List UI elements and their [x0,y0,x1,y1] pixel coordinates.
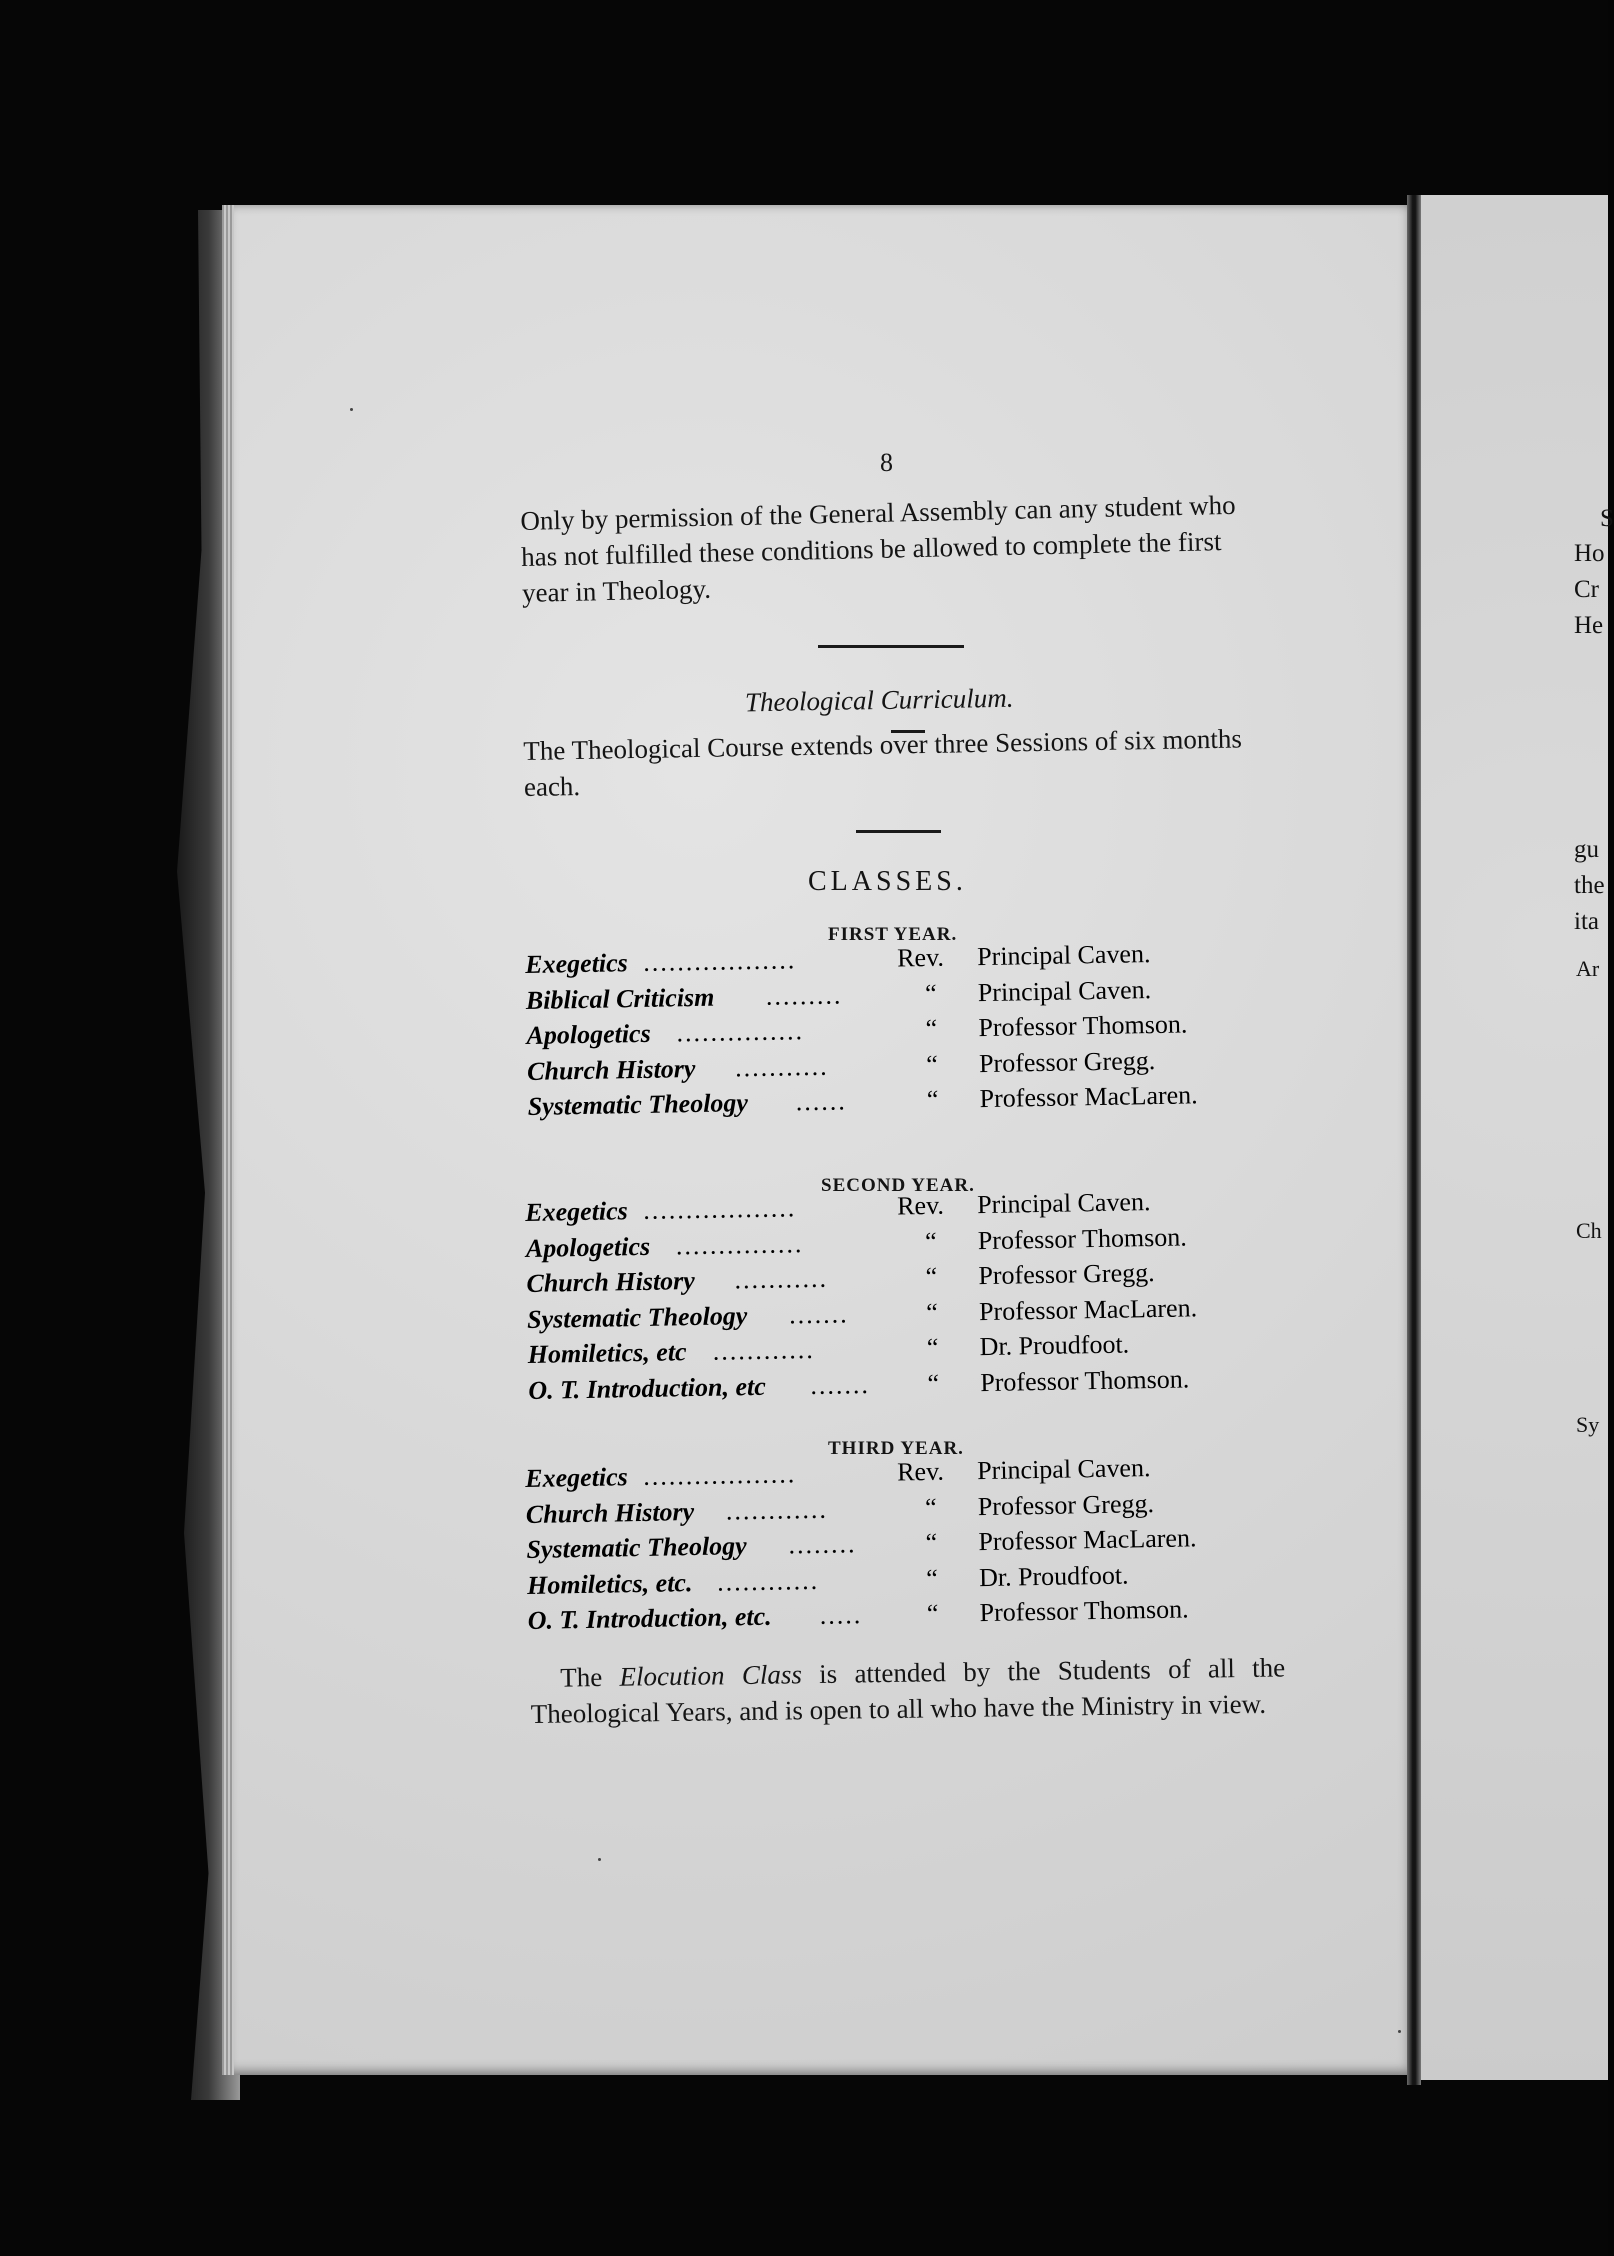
course-subject: Church History [526,1266,696,1298]
course-instructor: Principal Caven. [977,974,1152,1007]
course-subject: Exegetics [525,948,629,979]
facing-page-fragment: gu [1574,836,1599,863]
facing-page-fragment: the [1574,872,1605,899]
course-prefix: “ [925,1013,938,1044]
leader-dots: ............ [725,1494,829,1525]
year-label-second: SECOND YEAR. [821,1175,975,1196]
curriculum-heading: Theological Curriculum. [744,682,1014,718]
facing-page-fragment: S [1600,505,1614,532]
third-year-course-list [525,1451,1268,1641]
course-prefix: “ [924,978,937,1008]
leader-dots: ...... [795,1086,847,1117]
page-number: 8 [880,448,893,477]
course-subject: Systematic Theology [527,1088,749,1121]
course-prefix: “ [926,1332,939,1363]
leader-dots: .................. [642,1459,797,1491]
course-instructor: Dr. Proudfoot. [978,1559,1129,1592]
course-instructor: Dr. Proudfoot. [979,1329,1130,1362]
leader-dots: ........... [734,1051,829,1082]
course-prefix: “ [926,1563,939,1593]
leader-dots: ........... [734,1263,829,1295]
course-subject: Apologetics [526,1018,651,1050]
course-instructor: Professor Thomson. [980,1363,1190,1397]
facing-page-fragment: Cr [1574,576,1599,603]
leader-dots: ..... [819,1600,863,1630]
course-instructor: Professor Gregg. [978,1045,1156,1078]
leader-dots: ............... [675,1228,804,1260]
leader-dots: .................. [642,945,797,977]
course-subject: Systematic Theology [526,1300,748,1334]
leader-dots: .................. [642,1193,797,1225]
course-subject: Church History [525,1496,695,1529]
course-prefix: “ [926,1297,939,1327]
book-gutter [1407,195,1421,2085]
course-subject: Homiletics, etc. [526,1567,693,1600]
course-prefix: “ [927,1368,940,1398]
leader-dots: ....... [788,1298,849,1329]
course-instructor: Professor MacLaren. [979,1080,1198,1114]
dust-speck [598,1858,601,1861]
elocution-paragraph [530,1649,1286,1732]
leader-dots: ............ [716,1565,820,1597]
classes-title: CLASSES. [808,866,967,897]
leader-dots: ......... [765,979,843,1011]
course-instructor: Principal Caven. [976,939,1151,972]
elocution-class-name: Elocution Class [619,1659,803,1692]
course-instructor: Professor Thomson. [979,1594,1189,1628]
course-subject: Exegetics [525,1196,629,1227]
course-prefix: “ [925,1527,938,1558]
second-year-course-list [525,1185,1269,1411]
course-prefix: Rev. [896,1190,945,1221]
first-year-course-list [525,937,1268,1127]
course-prefix: Rev. [896,1456,945,1487]
course-prefix: “ [925,1261,938,1292]
facing-page-fragment: Ch [1576,1218,1602,1243]
section-divider [818,645,964,648]
year-label-first: FIRST YEAR. [828,924,958,945]
course-prefix: “ [924,1492,937,1522]
course-subject: Apologetics [525,1231,651,1263]
curriculum-paragraph: The Theological Course extends over three Sessions of six months each. [523,723,1243,802]
course-subject: O. T. Introduction, etc [528,1371,766,1405]
course-subject: Exegetics [525,1462,629,1493]
course-prefix: “ [926,1084,939,1115]
course-prefix: Rev. [896,942,945,973]
section-divider [856,830,941,833]
course-prefix: “ [926,1049,939,1079]
course-subject: O. T. Introduction, etc. [527,1601,772,1635]
course-instructor: Principal Caven. [976,1453,1151,1486]
course-instructor: Professor MacLaren. [978,1523,1197,1557]
course-instructor: Principal Caven. [976,1187,1151,1220]
facing-page-fragment: He [1574,612,1604,639]
course-subject: Homiletics, etc [527,1337,687,1369]
dust-speck [1398,2030,1401,2033]
year-label-third: THIRD YEAR. [828,1438,964,1459]
intro-paragraph: Only by permission of the General Assembly can any student who has not fulfilled these conditions be allowed to complete the first year in Theology. [520,489,1236,608]
facing-page-fragment: Sy [1576,1412,1600,1437]
course-subject: Systematic Theology [526,1531,747,1564]
course-instructor: Professor Thomson. [978,1009,1188,1043]
facing-page-fragment: ita [1574,908,1599,935]
course-instructor: Professor MacLaren. [978,1292,1198,1326]
course-subject: Church History [526,1053,696,1086]
dust-speck [350,408,353,411]
elocution-text-end: is attended by the Students of all the Theological Years, and is open to all who have the Ministry in view. [530,1652,1286,1729]
leader-dots: ............... [676,1016,805,1048]
leader-dots: ....... [810,1369,871,1400]
facing-page-fragment: Ar [1576,956,1600,981]
elocution-text-start: The [560,1661,620,1693]
course-instructor: Professor Thomson. [977,1221,1187,1255]
course-prefix: “ [924,1226,937,1256]
course-prefix: “ [926,1598,939,1629]
facing-page-fragment: Ho [1574,540,1605,567]
book-page [222,205,1407,2075]
leader-dots: ........ [788,1529,857,1560]
leader-dots: ............ [712,1334,815,1366]
course-subject: Biblical Criticism [525,982,715,1015]
course-instructor: Professor Gregg. [978,1258,1155,1291]
course-instructor: Professor Gregg. [977,1488,1155,1521]
facing-page [1421,195,1608,2080]
